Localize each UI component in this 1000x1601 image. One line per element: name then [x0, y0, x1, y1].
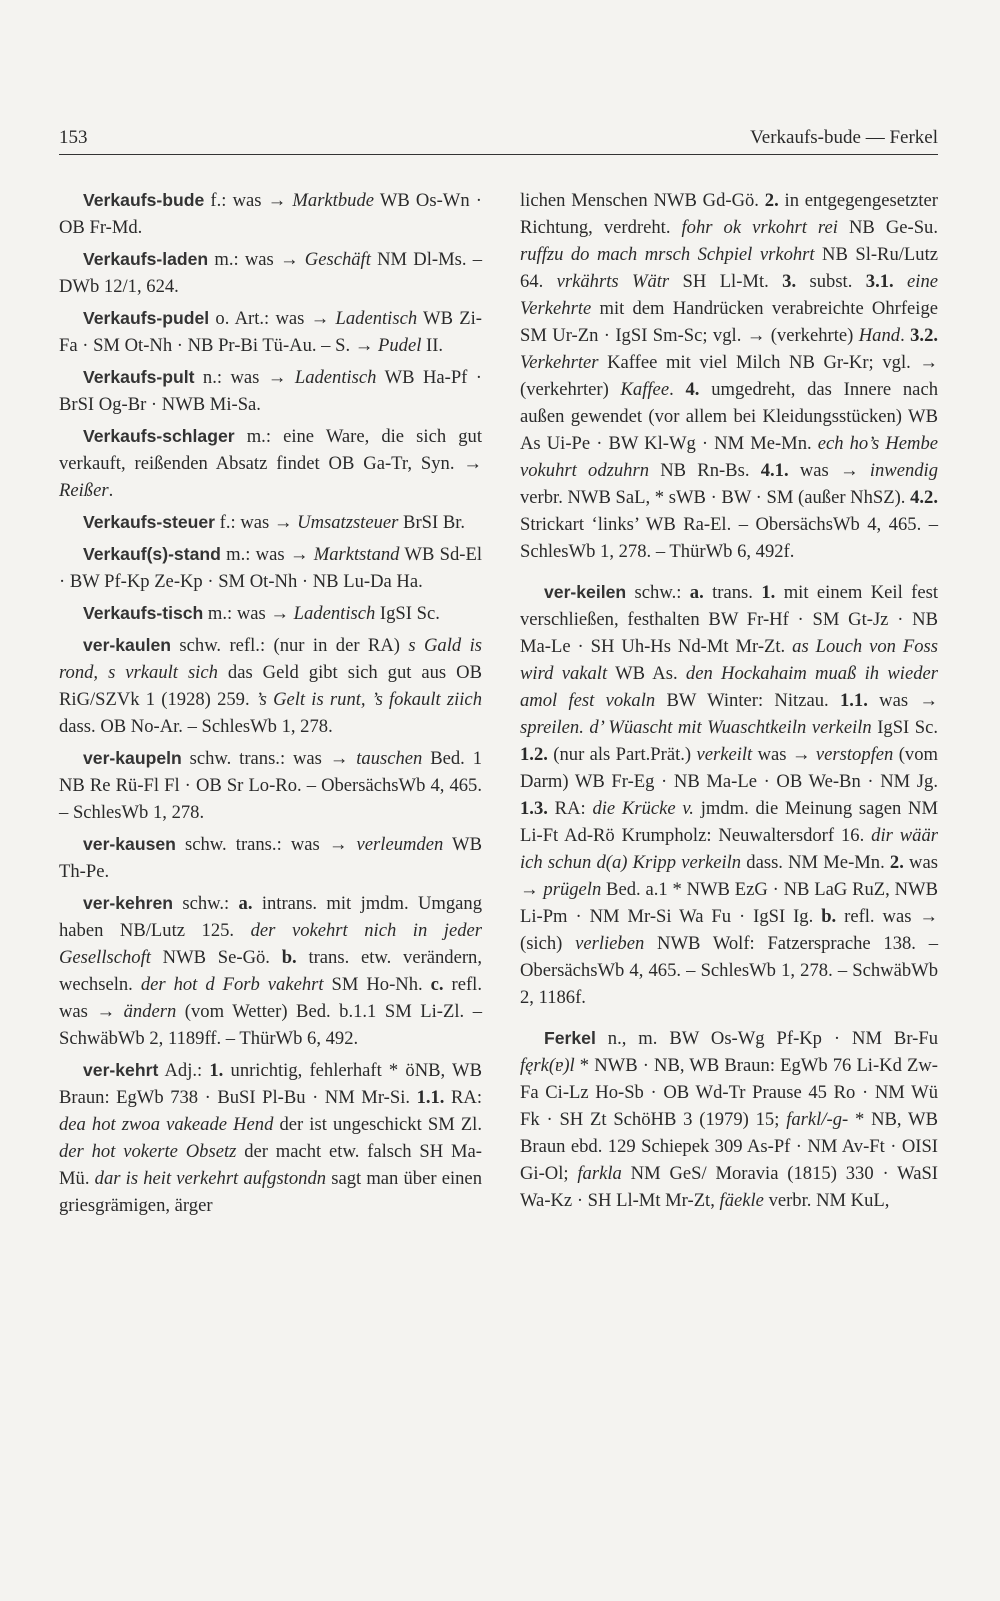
lemma: ver-kaupeln [83, 748, 182, 768]
lemma: ver-kaulen [83, 635, 172, 655]
entry-verkaufs-pult: Verkaufs-pult n.: was → Ladentisch WB Ha-Pf · BrSI Og-Br · NWB Mi-Sa. [59, 367, 482, 415]
lemma: Verkaufs-steuer [83, 512, 216, 532]
entry-verkaufs-laden: Verkaufs-laden m.: was → Geschäft NM Dl-Ms. – DWb 12/1, 624. [59, 249, 482, 297]
lemma: ver-kausen [83, 834, 176, 854]
entry-ver-kausen: ver-kausen schw. trans.: was → verleumden WB Th-Pe. [59, 834, 482, 882]
lemma: Verkaufs-laden [83, 249, 209, 269]
entry-ver-keilen: ver-keilen schw.: a. trans. 1. mit einem Keil fest verschließen, festhalten BW Fr-Hf · SM Gt-Jz · NB Ma-Le · SH Uh-Hs Nd-Mt Mr-Zt. as Louch von Foss wird vakalt WB As. den Hockahaim muaß ih wieder amol fest vokaln BW Winter: Nitzau. 1.1. was → spreilen. d’ Wüascht mit Wuaschtkeiln verkeiln IgSI Sc. 1.2. (nur als Part.Prät.) verkeilt was → verstopfen (vom Darm) WB Fr-Eg · NB Ma-Le · OB We-Bn · NM Jg. 1.3. RA: die Krücke v. jmdm. die Meinung sagen NM Li-Ft Ad-Rö Krumpholz: Neuwaltersdorf 16. dir wäär ich schun d(a) Kripp verkeiln dass. NM Me-Mn. 2. was → prügeln Bed. a.1 * NWB EzG · NB LaG RuZ, NWB Li-Pm · NM Mr-Si Wa Fu · IgSI Ig. b. refl. was → (sich) verlieben NWB Wolf: Fatzersprache 138. – ObersächsWb 4, 465. – SchlesWb 1, 278. – SchwäbWb 2, 1186f. [520, 582, 939, 1008]
running-title: Verkaufs-bude — Ferkel [750, 127, 938, 148]
entry-ver-kehren: ver-kehren schw.: a. intrans. mit jmdm. Umgang haben NB/Lutz 125. der vokehrt nich in jeder Gesellschoft NWB Se-Gö. b. trans. etw. verändern, wechseln. der hot d Forb vakehrt SM Ho-Nh. c. refl. was → ändern (vom Wetter) Bed. b.1.1 SM Li-Zl. – SchwäbWb 2, 1189ff. – ThürWb 6, 492. [59, 893, 482, 1049]
entry-verkaufs-steuer: Verkaufs-steuer f.: was → Umsatzsteuer BrSI Br. [83, 512, 466, 533]
entry-verkaufs-schlager: Verkaufs-schlager m.: eine Ware, die sich gut verkauft, reißenden Absatz findet OB Ga-Tr, Syn. → Reißer. [59, 426, 482, 501]
lemma: ver-kehren [83, 893, 173, 913]
entry-ver-kehrt-continued: lichen Menschen NWB Gd-Gö. 2. in entgegengesetzter Richtung, verdreht. fohr ok vrkohrt rei NB Ge-Su. ruffzu do mach mrsch Schpiel vrkohrt NB Sl-Ru/Lutz 64. vrkährts Wätr SH Ll-Mt. 3. subst. 3.1. eine Verkehrte mit dem Handrücken verabreichte Ohrfeige SM Ur-Zn · IgSI Sm-Sc; vgl. → (verkehrte) Hand. 3.2. Verkehrter Kaffee mit viel Milch NB Gr-Kr; vgl. → (verkehrter) Kaffee. 4. umgedreht, das Innere nach außen gewendet (vor allem bei Kleidungsstücken) WB As Ui-Pe · BW Kl-Wg · NM Me-Mn. ech ho’s Hembe vokuhrt odzuhrn NB Rn-Bs. 4.1. was → inwendig verbr. NWB SaL, * sWB · BW · SM (außer NhSZ). 4.2. Strickart ‘links’ WB Ra-El. – ObersächsWb 4, 465. – SchlesWb 1, 278. – ThürWb 6, 492f. [520, 190, 939, 562]
entry-ferkel: Ferkel n., m. BW Os-Wg Pf-Kp · NM Br-Fu fęrk(ɐ)l * NWB · NB, WB Braun: EgWb 76 Li-Kd Zw-Fa Ci-Lz Ho-Sb · OB Wd-Tr Prause 45 Ro · NM Wü Fk · SH Zt SchöHB 3 (1979) 15; farkl/-g- * NB, WB Braun ebd. 129 Schiepek 309 As-Pf · NM Av-Ft · OISI Gi-Ol; farkla NM GeS/ Moravia (1815) 330 · WaSI Wa-Kz · SH Ll-Mt Mr-Zt, fäekle verbr. NM KuL, [520, 1028, 938, 1211]
entry-ver-kehrt: ver-kehrt Adj.: 1. unrichtig, fehlerhaft * öNB, WB Braun: EgWb 738 · BuSI Pl-Bu · NM Mr-Si. 1.1. RA: dea hot zwoa vakeade Hend der ist ungeschickt SM Zl. der hot vokerte Obsetz der macht etw. falsch SH Ma-Mü. dar is heit verkehrt aufgstondn sagt man über einen griesgrämigen, ärger [59, 1060, 482, 1216]
lemma: Verkaufs-pudel [83, 308, 210, 328]
entry-ver-kaulen: ver-kaulen schw. refl.: (nur in der RA) s Gald is rond, s vrkault sich das Geld gibt sich gut aus OB RiG/SZVk 1 (1928) 259. ’s Gelt is runt, ’s fokault ziich dass. OB No-Ar. – SchlesWb 1, 278. [59, 635, 483, 737]
entry-verkaufs-bude: Verkaufs-bude f.: was → Marktbude WB Os-Wn · OB Fr-Md. [59, 190, 482, 238]
entry-ver-kaupeln: ver-kaupeln schw. trans.: was → tauschen Bed. 1 NB Re Rü-Fl Fl · OB Sr Lo-Ro. – ObersächsWb 4, 465. – SchlesWb 1, 278. [59, 748, 482, 823]
left-column [59, 187, 482, 1224]
running-header [59, 124, 938, 155]
entry-verkaufs-tisch: Verkaufs-tisch m.: was → Ladentisch IgSI Sc. [83, 603, 440, 624]
lemma: Verkaufs-bude [83, 190, 205, 210]
lemma: Verkaufs-schlager [83, 426, 235, 446]
lemma: Verkaufs-pult [83, 367, 195, 387]
lemma: Verkauf(s)-stand [83, 544, 221, 564]
lemma: ver-kehrt [83, 1060, 159, 1080]
lemma: Verkaufs-tisch [83, 603, 204, 623]
page-number: 153 [59, 127, 88, 148]
entry-verkaufs-pudel: Verkaufs-pudel o. Art.: was → Ladentisch WB Zi-Fa · SM Ot-Nh · NB Pr-Bi Tü-Au. – S. → Pudel II. [59, 308, 482, 356]
right-column [520, 187, 938, 1219]
lemma: ver-keilen [544, 582, 627, 602]
entry-verkaufs-stand: Verkauf(s)-stand m.: was → Marktstand WB Sd-El · BW Pf-Kp Ze-Kp · SM Ot-Nh · NB Lu-Da Ha. [59, 544, 482, 592]
lemma: Ferkel [544, 1028, 596, 1048]
